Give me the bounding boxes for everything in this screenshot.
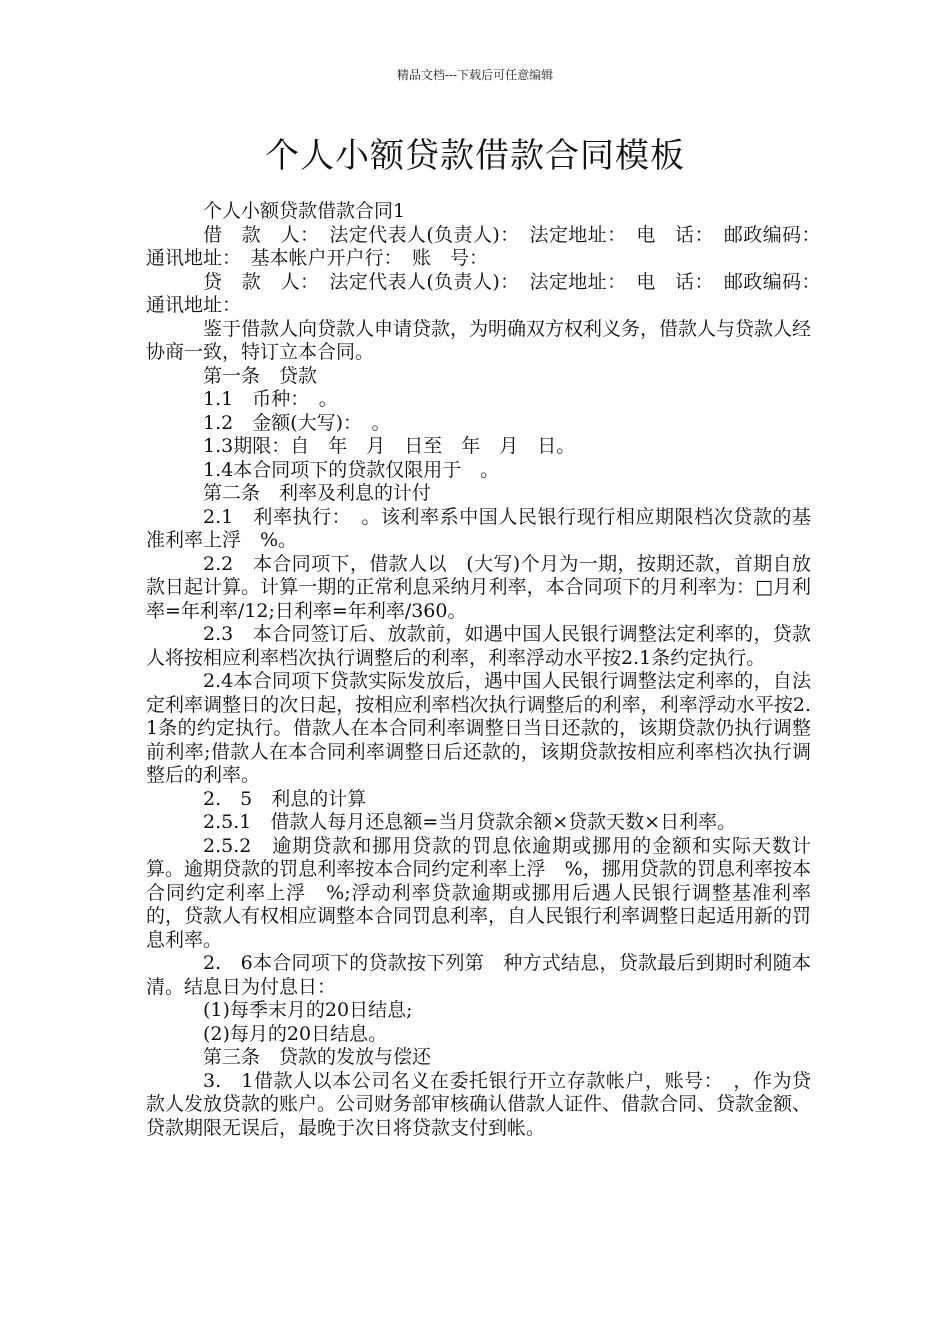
paragraph: (1)每季末月的20日结息; [203, 999, 413, 1021]
paragraph: 借 款 人： 法定代表人(负责人)： 法定地址： 电 话： 邮政编码： 通讯地址： 基本帐户开户行： 账 号： [146, 223, 831, 269]
paragraph: 贷 款 人： 法定代表人(负责人)： 法定地址： 电 话： 邮政编码： 通讯地址： [146, 270, 831, 316]
paragraph: 3. 1借款人以本公司名义在委托银行开立存款帐户，账号： ，作为贷款人发放贷款的账户。公司财务部审核确认借款人证件、借款合同、贷款金额、贷款期限无误后，最晚于次日将贷款支付到帐。 [146, 1069, 812, 1139]
paragraph: 第三条 贷款的发放与偿还 [203, 1046, 432, 1068]
paragraph: 2.3 本合同签订后、放款前，如遇中国人民银行调整法定利率的，贷款人将按相应利率档次执行调整后的利率，利率浮动水平按2.1条约定执行。 [146, 623, 811, 669]
paragraph: 2.2 本合同项下，借款人以 (大写)个月为一期，按期还款，首期自放款日起计算。计算一期的正常利息采纳月利率，本合同项下的月利率为：□月利率=年利率/12;日利率=年利率/360。 [146, 552, 811, 622]
paragraph: 1.4本合同项下的贷款仅限用于 。 [203, 458, 500, 481]
paragraph: 1.3期限：自 年 月 日至 年 月 日。 [203, 435, 576, 457]
paragraph: 2. 5 利息的计算 [203, 787, 367, 810]
page-header: 精品文档---下载后可任意编辑 [396, 68, 554, 82]
document-title: 个人小额贷款借款合同模板 [265, 136, 685, 176]
paragraph: 2.5.2 逾期贷款和挪用贷款的罚息依逾期或挪用的金额和实际天数计算。逾期贷款的罚息利率按本合同约定利率上浮 %，挪用贷款的罚息利率按本合同约定利率上浮 %;浮动利率贷款逾期或挪用后遇人民银行调整基准利率的，贷款人有权相应调整本合同罚息利率，自人民银行利率调整日起适用新的罚息利率。 [146, 834, 812, 951]
paragraph: 第二条 利率及利息的计付 [203, 482, 432, 504]
paragraph: 2.5.1 借款人每月还息额=当月贷款余额×贷款天数×日利率。 [203, 811, 737, 833]
paragraph: 2.4本合同项下贷款实际发放后，遇中国人民银行调整法定利率的，自法定利率调整日的次日起，按相应利率档次执行调整后的利率，利率浮动水平按2.1条的约定执行。借款人在本合同利率调整日当日还款的，该期贷款仍执行调整前利率;借款人在本合同利率调整日后还款的，该期贷款按相应利率档次执行调整后的利率。 [146, 670, 811, 786]
paragraph: 第一条 贷款 [203, 364, 318, 387]
paragraph: 鉴于借款人向贷款人申请贷款，为明确双方权利义务，借款人与贷款人经协商一致，特订立本合同。 [146, 317, 812, 363]
paragraph: 个人小额贷款借款合同1 [203, 200, 406, 222]
paragraph: 1.1 币种： 。 [203, 388, 338, 410]
paragraph: (2)每月的20日结息。 [203, 1022, 388, 1045]
paragraph: 2. 6本合同项下的贷款按下列第 种方式结息，贷款最后到期时利随本清。结息日为付息日： [146, 952, 811, 998]
paragraph: 1.2 金额(大写)： 。 [203, 411, 391, 434]
paragraph: 2.1 利率执行： 。该利率系中国人民银行现行相应期限档次贷款的基准利率上浮 %。 [146, 505, 811, 551]
document-body [146, 200, 831, 1140]
